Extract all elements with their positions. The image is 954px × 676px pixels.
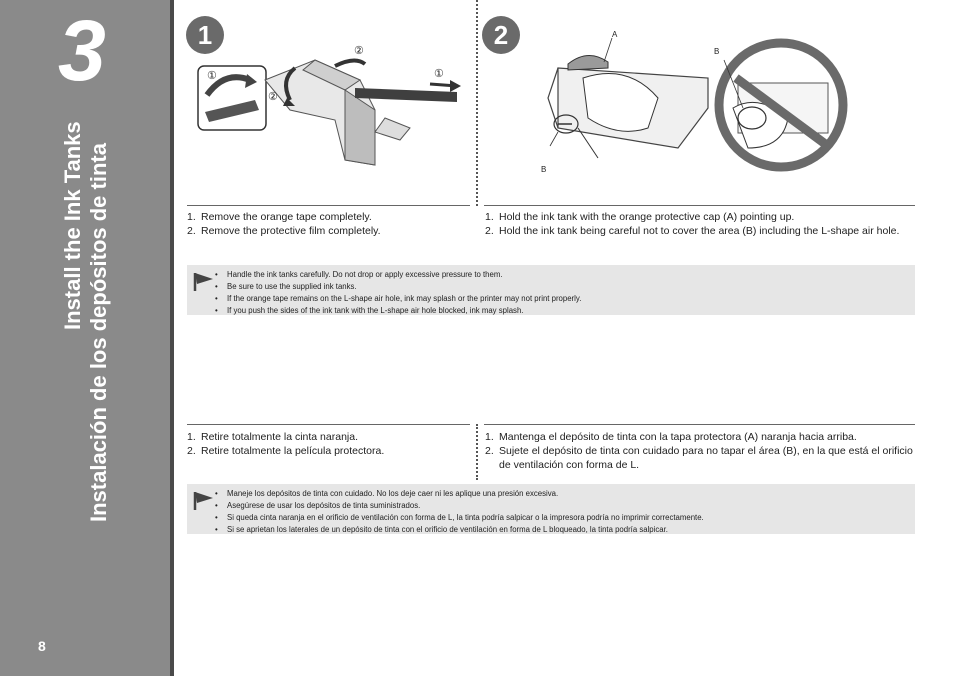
callout-2-top: ② [354, 45, 364, 57]
label-a: A [612, 30, 618, 39]
note-item: • Si se aprietan los laterales de un depósito de tinta con el orificio de ventilación en forma de L bloqueado, la tinta podría salpicar. [215, 524, 704, 536]
note-item: • Be sure to use the supplied ink tanks. [215, 281, 581, 293]
column-divider-bottom [476, 424, 478, 480]
instructions-es-right [485, 430, 913, 472]
figure-hold-tank [538, 38, 858, 178]
flag-icon [193, 271, 215, 293]
rule-en-left [187, 205, 470, 206]
note-box-es [187, 484, 915, 534]
note-item: • If you push the sides of the ink tank with the L-shape air hole blocked, ink may splash. [215, 305, 581, 317]
rule-en-right [484, 205, 915, 206]
list-item: 1. Mantenga el depósito de tinta con la tapa protectora (A) naranja hacia arriba. [485, 431, 857, 443]
note-box-en [187, 265, 915, 315]
label-b-top: B [714, 47, 720, 56]
list-item: 2. Hold the ink tank being careful not to cover the area (B) including the L-shape air hole. [485, 225, 900, 237]
list-item: 2. Sujete el depósito de tinta con cuidado para no tapar el área (B), en la que está el orificio de ventilación con forma de L. [485, 445, 913, 471]
step-number: 3 [58, 3, 104, 99]
list-item: 2. Remove the protective film completely. [187, 225, 381, 237]
instructions-en-left [187, 210, 470, 238]
title-english: Install the Ink Tanks [60, 121, 85, 330]
callout-2-left: ② [268, 91, 278, 103]
note-item: • Maneje los depósitos de tinta con cuidado. No los deje caer ni les aplique una presión excesiva. [215, 488, 704, 500]
flag-icon [193, 490, 215, 512]
callout-1-left: ① [207, 70, 217, 82]
figure-remove-tape [195, 40, 465, 180]
sidebar [0, 0, 170, 676]
label-b-bottom: B [541, 165, 547, 174]
rule-es-right [484, 424, 915, 425]
list-item: 1. Hold the ink tank with the orange protective cap (A) pointing up. [485, 211, 795, 223]
list-item: 1. Remove the orange tape completely. [187, 211, 372, 223]
callout-1-right: ① [434, 68, 444, 80]
note-item: • Asegúrese de usar los depósitos de tinta suministrados. [215, 500, 704, 512]
note-item: • If the orange tape remains on the L-shape air hole, ink may splash or the printer may not print properly. [215, 293, 581, 305]
instructions-es-left [187, 430, 470, 458]
step-1-badge: 1 [186, 16, 224, 54]
column-divider-top [476, 0, 478, 206]
instructions-en-right [485, 210, 910, 238]
page-number: 8 [38, 638, 46, 654]
sidebar-edge [170, 0, 174, 676]
title-spanish: Instalación de los depósitos de tinta [86, 143, 111, 522]
note-item: • Si queda cinta naranja en el orificio de ventilación con forma de L, la tinta podría salpicar o la impresora podría no imprimir correctamente. [215, 512, 704, 524]
rule-es-left [187, 424, 470, 425]
note-item: • Handle the ink tanks carefully. Do not drop or apply excessive pressure to them. [215, 269, 581, 281]
list-item: 2. Retire totalmente la película protectora. [187, 445, 385, 457]
step-2-badge: 2 [482, 16, 520, 54]
list-item: 1. Retire totalmente la cinta naranja. [187, 431, 359, 443]
